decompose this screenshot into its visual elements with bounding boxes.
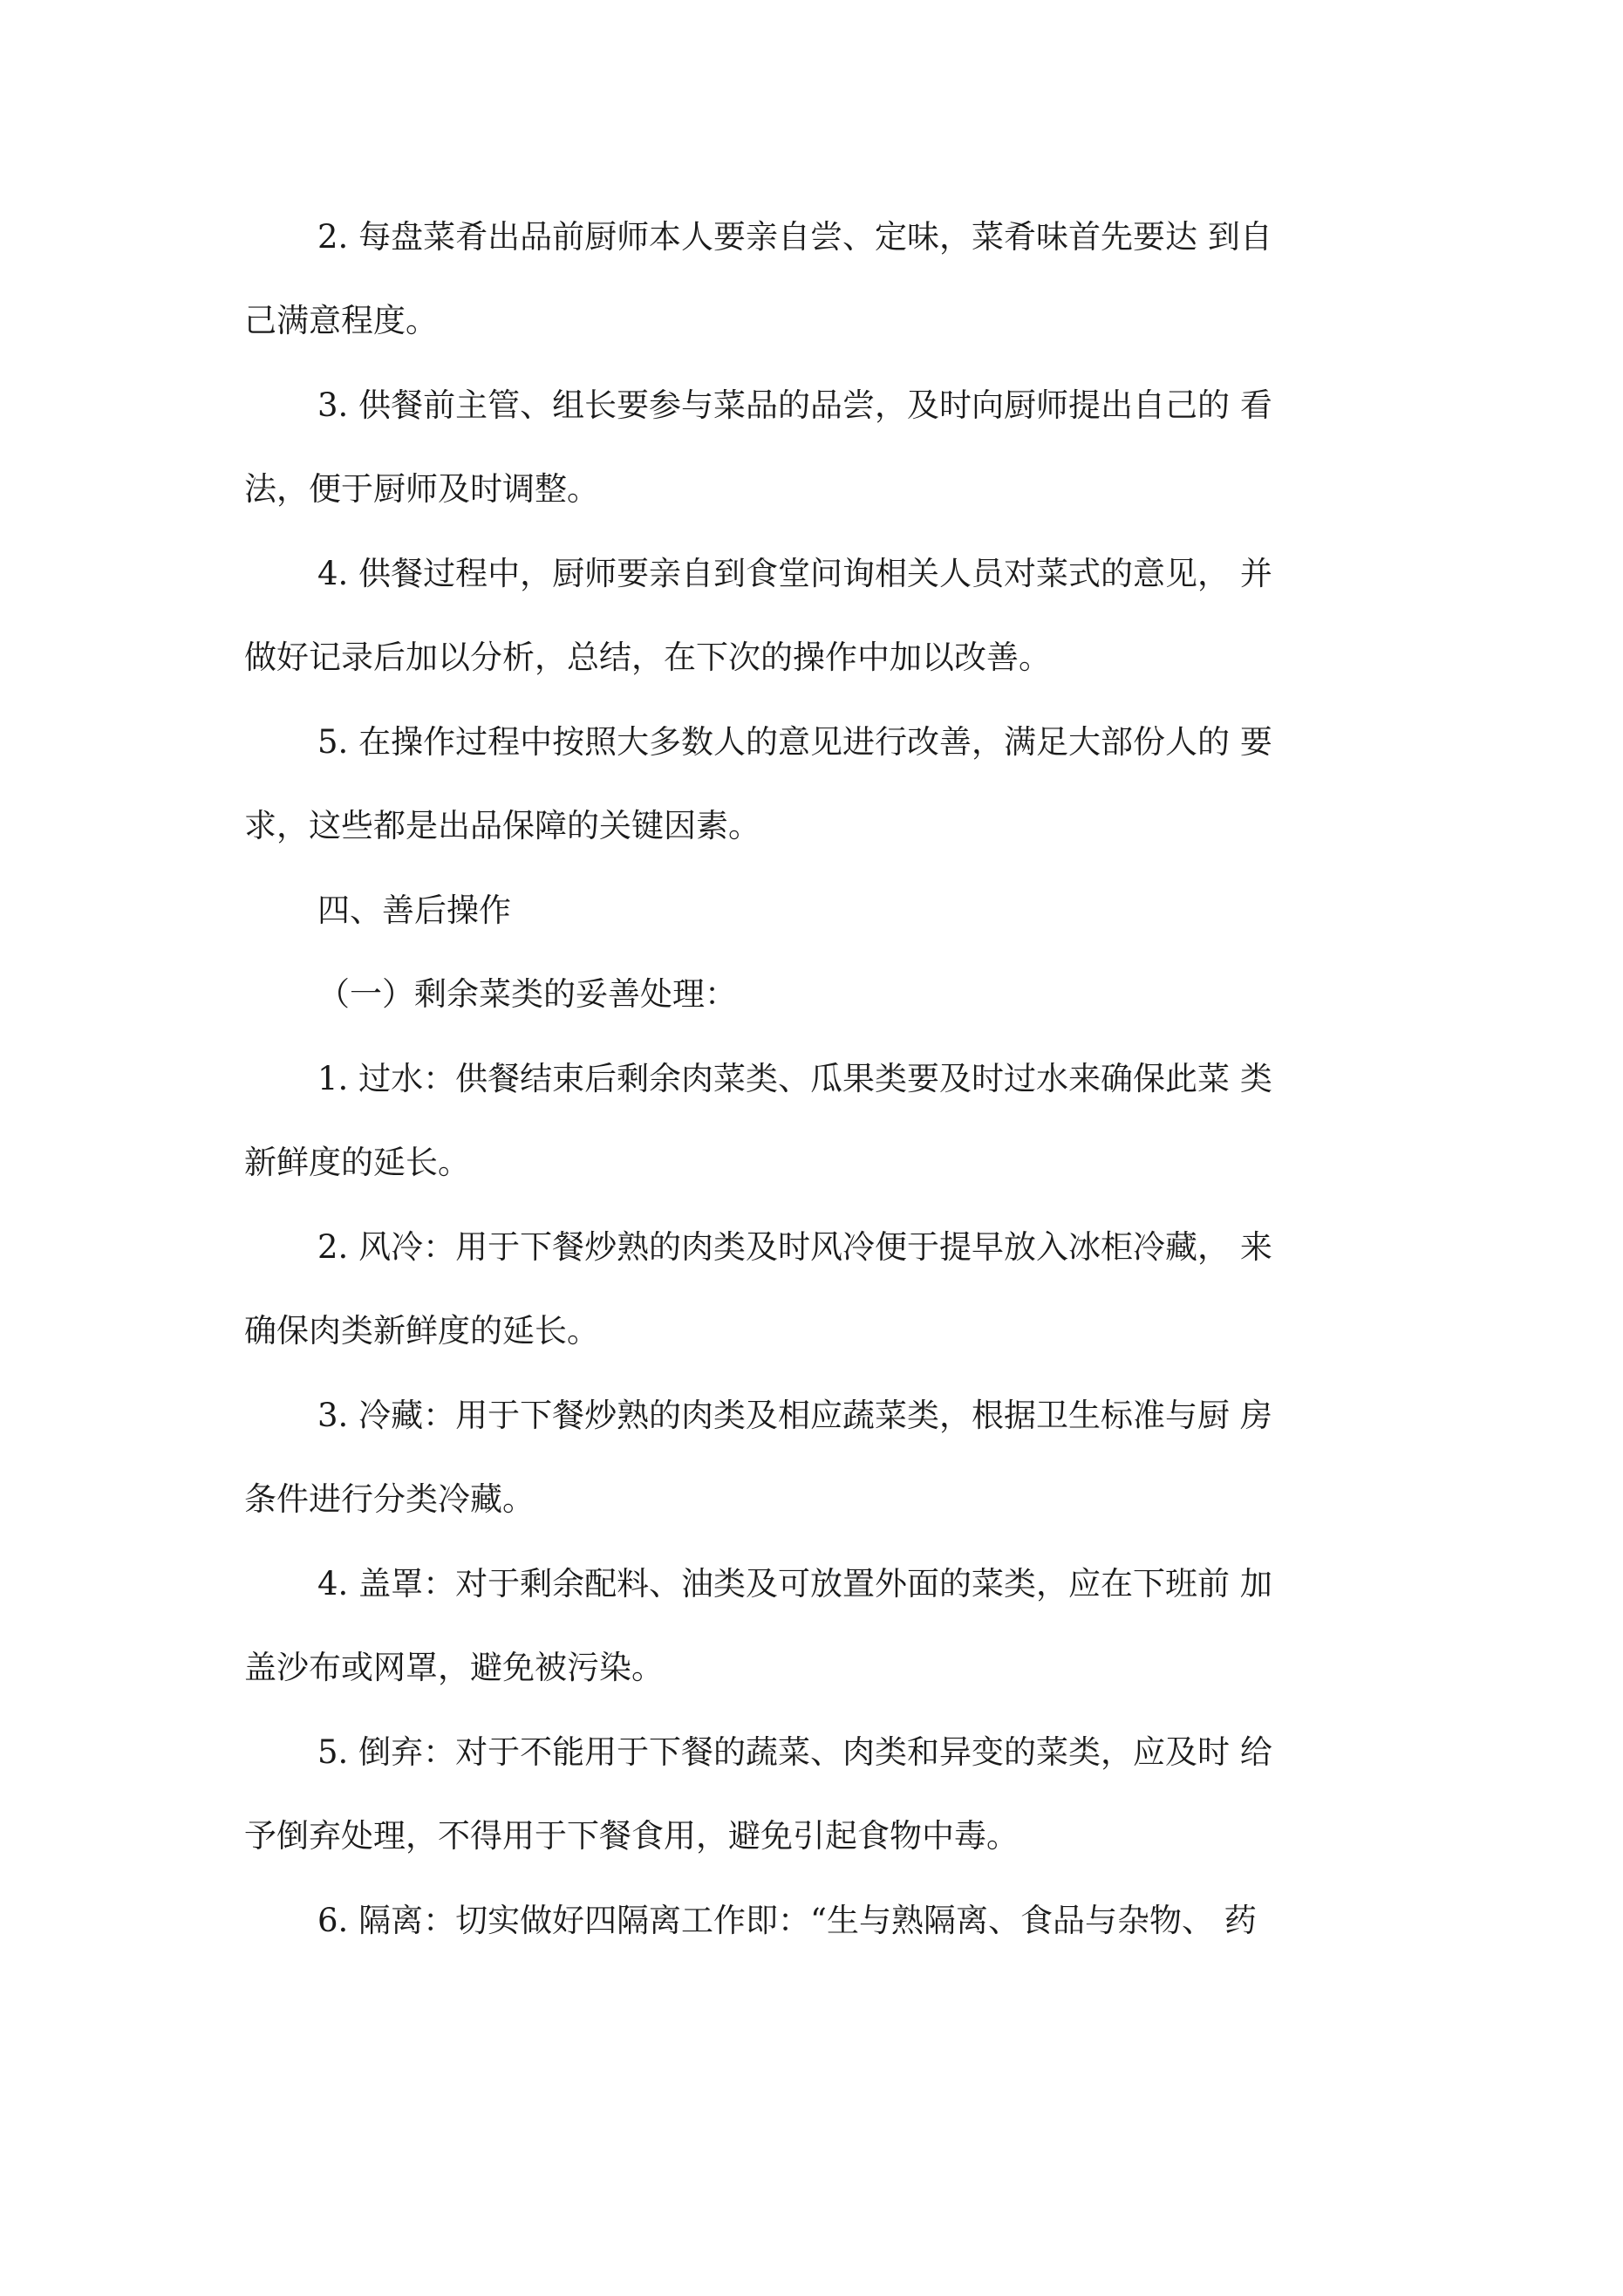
paragraph-1-line-2: 己满意程度。 (244, 302, 438, 339)
paragraph-9-line-2: 予倒弃处理，不得用于下餐食用，避免引起食物中毒。 (244, 1817, 1019, 1855)
paragraph-1-line-1: 2. 每盘菜肴出品前厨师本人要亲自尝、定味，菜肴味首先要达 到自 (317, 218, 1272, 256)
paragraph-10-line-1: 6. 隔离：切实做好四隔离工作即：“生与熟隔离、食品与杂物、 药 (317, 1902, 1257, 1939)
paragraph-6-line-1: 2. 风冷：用于下餐炒熟的肉类及时风冷便于提早放入冰柜冷藏， 来 (317, 1228, 1272, 1266)
paragraph-8-line-2: 盖沙布或网罩，避免被污染。 (244, 1649, 664, 1686)
section-heading: 四、善后操作 (317, 892, 511, 929)
paragraph-4-line-1: 5. 在操作过程中按照大多数人的意见进行改善，满足大部份人的 要 (317, 723, 1272, 761)
paragraph-2-line-1: 3. 供餐前主管、组长要参与菜品的品尝，及时向厨师提出自己的 看 (317, 386, 1272, 424)
paragraph-9-line-1: 5. 倒弃：对于不能用于下餐的蔬菜、肉类和异变的菜类，应及时 给 (317, 1733, 1272, 1771)
paragraph-3-line-2: 做好记录后加以分析，总结，在下次的操作中加以改善。 (244, 639, 1051, 676)
paragraph-2-line-2: 法，便于厨师及时调整。 (244, 470, 599, 508)
paragraph-5-line-1: 1. 过水：供餐结束后剩余肉菜类、瓜果类要及时过水来确保此菜 类 (317, 1060, 1272, 1097)
subsection-heading: （一）剩余菜类的妥善处理： (317, 975, 737, 1013)
paragraph-6-line-2: 确保肉类新鲜度的延长。 (244, 1312, 599, 1350)
paragraph-7-line-2: 条件进行分类冷藏。 (244, 1480, 535, 1518)
paragraph-4-line-2: 求，这些都是出品保障的关键因素。 (244, 807, 760, 844)
paragraph-7-line-1: 3. 冷藏：用于下餐炒熟的肉类及相应蔬菜类，根据卫生标准与厨 房 (317, 1397, 1272, 1434)
paragraph-5-line-2: 新鲜度的延长。 (244, 1144, 470, 1181)
paragraph-3-line-1: 4. 供餐过程中，厨师要亲自到食堂问询相关人员对菜式的意见， 并 (317, 555, 1272, 592)
paragraph-8-line-1: 4. 盖罩：对于剩余配料、油类及可放置外面的菜类，应在下班前 加 (317, 1565, 1272, 1602)
